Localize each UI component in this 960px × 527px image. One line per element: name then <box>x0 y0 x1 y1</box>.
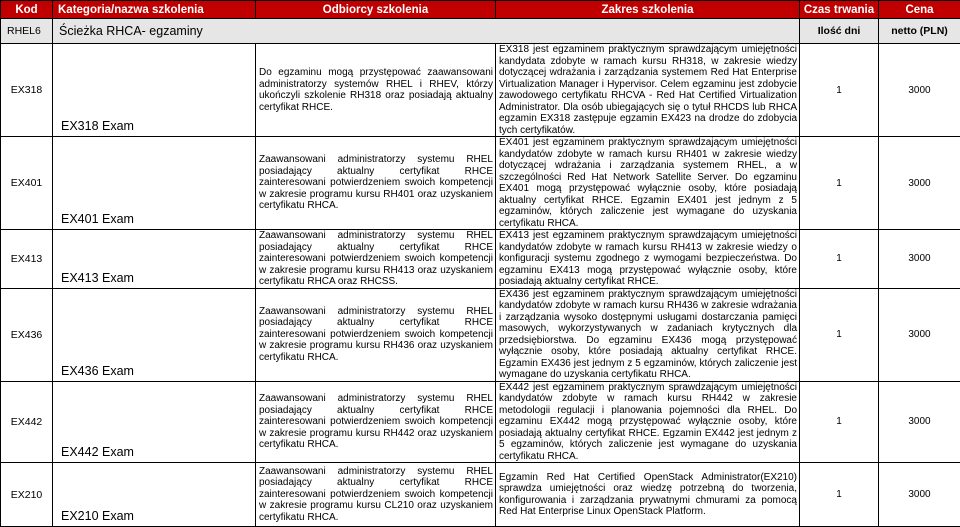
exam-price: 3000 <box>879 463 960 527</box>
days-label: Ilość dni <box>800 19 879 44</box>
header-czas: Czas trwania <box>800 1 879 19</box>
header-zakres: Zakres szkolenia <box>496 1 800 19</box>
exam-code: EX210 <box>1 463 53 527</box>
table-row <box>1 44 960 137</box>
price-label: netto (PLN) <box>879 19 960 44</box>
exam-audience: Zaawansowani administratorzy systemu RHEL posiadający aktualny certyfikat RHCE zainteresowani potwierdzeniem swoich kompetencji w zakresie programu kursu RH436 oraz uzyskaniem certyfikatu RHCA. <box>256 288 496 381</box>
exam-audience: Zaawansowani administratorzy systemu RHEL posiadający aktualny certyfikat RHCE zainteresowani potwierdzeniem swoich kompetencji w zakresie programu kursu RH401 oraz uzyskaniem certyfikatu RHCA. <box>256 137 496 230</box>
exam-days: 1 <box>800 288 879 381</box>
exam-days: 1 <box>800 44 879 137</box>
exam-price: 3000 <box>879 44 960 137</box>
header-kod: Kod <box>1 1 53 19</box>
header-row <box>1 1 960 19</box>
exam-days: 1 <box>800 230 879 289</box>
exam-days: 1 <box>800 137 879 230</box>
exam-name: EX413 Exam <box>53 230 256 289</box>
exam-name: EX401 Exam <box>53 137 256 230</box>
table-row <box>1 381 960 463</box>
exam-code: EX442 <box>1 381 53 463</box>
exam-audience: Zaawansowani administratorzy systemu RHEL posiadający aktualny certyfikat RHCE zainteresowani potwierdzeniem swoich kompetencji w zakresie programu kursu RH413 oraz uzyskaniem certyfikatu RHCA oraz RHCSS. <box>256 230 496 289</box>
exam-name: EX436 Exam <box>53 288 256 381</box>
exam-audience: Zaawansowani administratorzy systemu RHEL posiadający aktualny certyfikat RHCE zainteresowani potwierdzeniem swoich kompetencji w zakresie programu kursu RH442 oraz uzyskaniem certyfikatu RHCA. <box>256 381 496 463</box>
exam-audience: Zaawansowani administratorzy systemu RHEL posiadający aktualny certyfikat RHCE zainteresowani potwierdzeniem swoich kompetencji w zakresie programu kursu CL210 oraz uzyskaniem certyfikatu RHCA. <box>256 463 496 527</box>
exam-name: EX442 Exam <box>53 381 256 463</box>
exam-price: 3000 <box>879 230 960 289</box>
table-row <box>1 288 960 381</box>
header-cena: Cena <box>879 1 960 19</box>
exam-code: EX413 <box>1 230 53 289</box>
path-code: RHEL6 <box>1 19 53 44</box>
header-kategoria: Kategoria/nazwa szkolenia <box>53 1 256 19</box>
exam-price: 3000 <box>879 137 960 230</box>
exam-code: EX401 <box>1 137 53 230</box>
exam-scope: EX318 jest egzaminem praktycznym sprawdzającym umiejętności kandydata zdobyte w ramach kursu RH318, w zakresie wiedzy dotyczącej wdrażania i zarządzania systemem Red Hat Enterprise Virtualization Manager i Hypervisor. Celem egzaminu jest zdobycie zawodowego certyfikatu RHCVA - Red Hat Certified Virtualization Administrator. Dla osób ubiegających się o tytuł RHCDS lub RHCA egzamin EX318 zastępuje egzamin EX423 na drodze do zdobycia tych certyfikatów. <box>496 44 800 137</box>
subheader-row <box>1 19 960 44</box>
table-row <box>1 137 960 230</box>
table-row <box>1 230 960 289</box>
exam-scope: EX442 jest egzaminem praktycznym sprawdzającym umiejętności kandydatów zdobyte w ramach kursu RH442 w zakresie metodologii regulacji i planowania pojemności dla RHEL. Do egzaminu EX442 mogą przystępować wyłącznie osoby, które posiadają aktualny certyfikat RHCE. Egzamin EX442 jest jednym z 5 egzaminów, których zaliczenie jest wymagane do uzyskania certyfikatu RHCA. <box>496 381 800 463</box>
exam-scope: EX401 jest egzaminem praktycznym sprawdzającym umiejętności kandydatów zdobyte w ramach kursu RH401 w zakresie wiedzy dotyczącej wdrażania i zarządzania systemem RHEL, a w szczególności Red Hat Network Satellite Server. Do egzaminu EX401 mogą przystępować wyłącznie osoby, które posiadają aktualny certyfikat RHCE. Egzamin EX401 jest jednym z 5 egzaminów, których zaliczenie jest wymagane do uzyskania certyfikatu RHCA. <box>496 137 800 230</box>
exam-price: 3000 <box>879 381 960 463</box>
exam-price: 3000 <box>879 288 960 381</box>
exam-audience: Do egzaminu mogą przystępować zaawansowani administratorzy systemów RHEL i RHEV, którzy ukończyli szkolenie RH318 oraz posiadają aktualny certyfikat RHCE. <box>256 44 496 137</box>
table-row <box>1 463 960 527</box>
exam-scope: EX436 jest egzaminem praktycznym sprawdzającym umiejętności kandydatów zdobyte w ramach kursu RH436 w zakresie wdrażania i zarządzania wysoko dostępnymi usługami dostarczania pamięci masowych, wykorzystywanych w zadaniach krytycznych dla przedsiębiorstwa. Do egzaminu EX436 mogą przystępować wyłącznie osoby, które posiadają aktualny certyfikat RHCE. Egzamin EX436 jest jednym z 5 egzaminów, których zaliczenie jest wymagane do uzyskania certyfikatu RHCA. <box>496 288 800 381</box>
exam-code: EX436 <box>1 288 53 381</box>
exam-scope: EX413 jest egzaminem praktycznym sprawdzającym umiejętności kandydatów zdobyte w ramach kursu RH413 w zakresie wiedzy o konfiguracji systemu zgodnego z wymogami bezpieczeństwa. Do egzaminu EX413 mogą przystępować wyłącznie osoby, które posiadają aktualny certyfikat RHCE. <box>496 230 800 289</box>
exam-days: 1 <box>800 463 879 527</box>
header-odbiorcy: Odbiorcy szkolenia <box>256 1 496 19</box>
exam-scope: Egzamin Red Hat Certified OpenStack Administrator(EX210) sprawdza umiejętności oraz wiedzę potrzebną do tworzenia, konfigurowania i zarządzania prywatnymi chmurami za pomocą Red Hat Enterprise Linux OpenStack Platform. <box>496 463 800 527</box>
exam-days: 1 <box>800 381 879 463</box>
exam-name: EX210 Exam <box>53 463 256 527</box>
exam-name: EX318 Exam <box>53 44 256 137</box>
exam-code: EX318 <box>1 44 53 137</box>
path-title: Ścieżka RHCA- egzaminy <box>53 19 800 44</box>
